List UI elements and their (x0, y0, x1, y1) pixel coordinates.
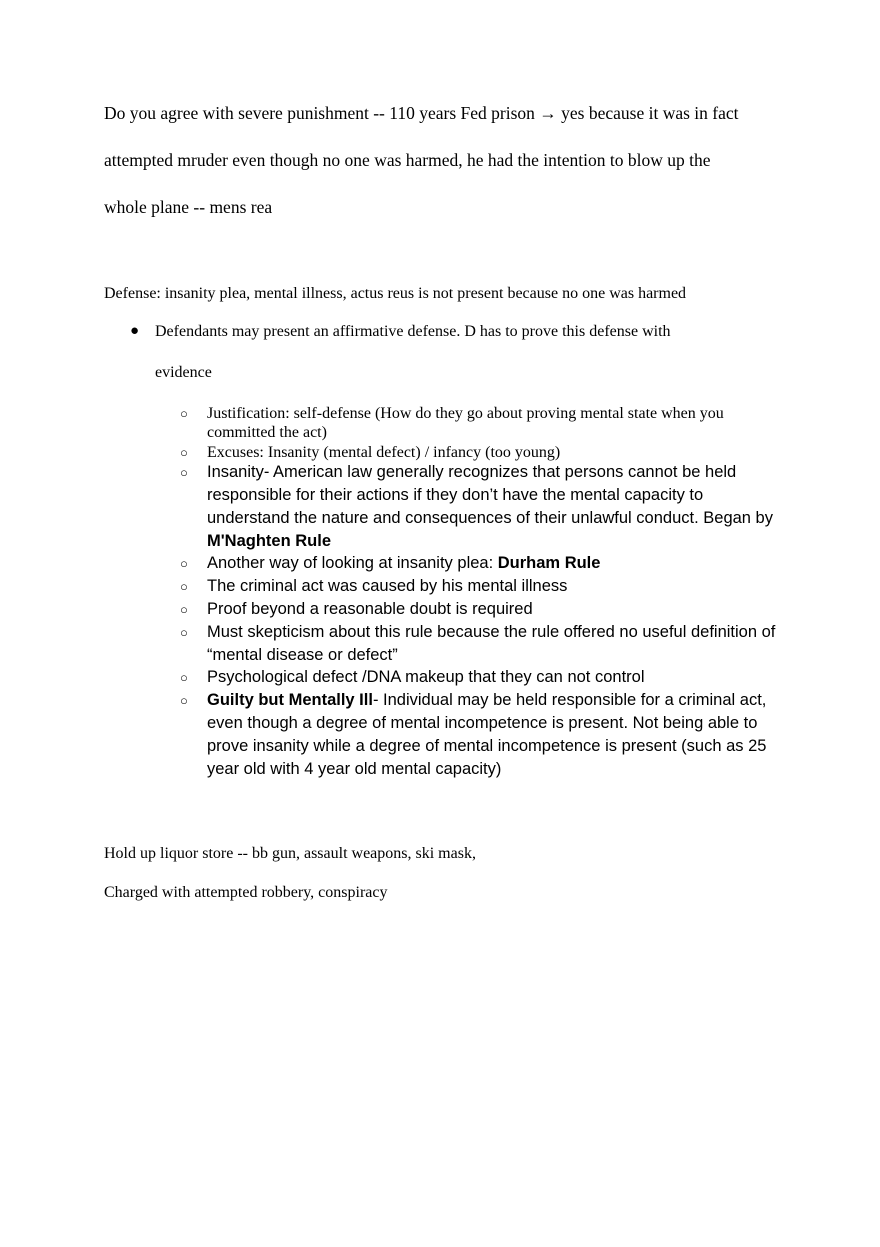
question-line-1: Do you agree with severe punishment -- 110 years Fed prison → yes because it was in fact (104, 103, 739, 123)
sub-item-justification: Justification: self-defense (How do they go about proving mental state when you committed the act) (207, 405, 724, 441)
case-line-2: Charged with attempted robbery, conspiracy (104, 884, 388, 901)
question-line-3: whole plane -- mens rea (104, 197, 273, 217)
bullet-line-2: evidence (155, 364, 212, 381)
sub-item-skepticism: Must skepticism about this rule because the rule offered no useful definition of “mental disease or defect” (207, 623, 776, 664)
sub-item-guilty-but-mentally-ill: Guilty but Mentally Ill- Individual may be held responsible for a criminal act, even though a degree of mental incompetence is present. Not being able to prove insanity while a degree of mental incompetence is present (such as 25 year old with 4 year old mental capacity) (207, 691, 767, 778)
case-line-1: Hold up liquor store -- bb gun, assault weapons, ski mask, (104, 845, 476, 862)
sub-item-psychological: Psychological defect /DNA makeup that they can not control (207, 668, 645, 686)
sub-item-insanity: Insanity- American law generally recognizes that persons cannot be held responsible for their actions if they don’t have the mental capacity to understand the nature and consequences of their unlawful conduct. Began by M'Naghten Rule (207, 463, 773, 550)
circle-bullet-icon: ○ (180, 579, 188, 594)
question-line-2: attempted mruder even though no one was harmed, he had the intention to blow up the (104, 150, 711, 170)
sub-item-criminal-act: The criminal act was caused by his mental illness (207, 577, 568, 595)
sub-item-excuses: Excuses: Insanity (mental defect) / infancy (too young) (207, 444, 561, 461)
circle-bullet-icon: ○ (180, 693, 188, 708)
circle-bullet-icon: ○ (180, 670, 188, 685)
guilty-but-mentally-ill-term: Guilty but Mentally Ill (207, 691, 373, 709)
durham-rule: Durham Rule (497, 554, 601, 572)
circle-bullet-icon: ○ (180, 445, 188, 460)
defense-heading: Defense: insanity plea, mental illness, actus reus is not present because no one was harmed (104, 285, 687, 302)
bullet-line-1: Defendants may present an affirmative defense. D has to prove this defense with (155, 323, 671, 340)
circle-bullet-icon: ○ (180, 602, 188, 617)
circle-bullet-icon: ○ (180, 465, 188, 480)
sub-item-durham: Another way of looking at insanity plea: Durham Rule (207, 554, 601, 572)
circle-bullet-icon: ○ (180, 625, 188, 640)
sub-item-proof: Proof beyond a reasonable doubt is required (207, 600, 533, 618)
bullet-dot-icon: ● (130, 323, 140, 339)
circle-bullet-icon: ○ (180, 556, 188, 571)
circle-bullet-icon: ○ (180, 406, 188, 421)
mnaghten-rule: M'Naghten Rule (207, 532, 332, 550)
